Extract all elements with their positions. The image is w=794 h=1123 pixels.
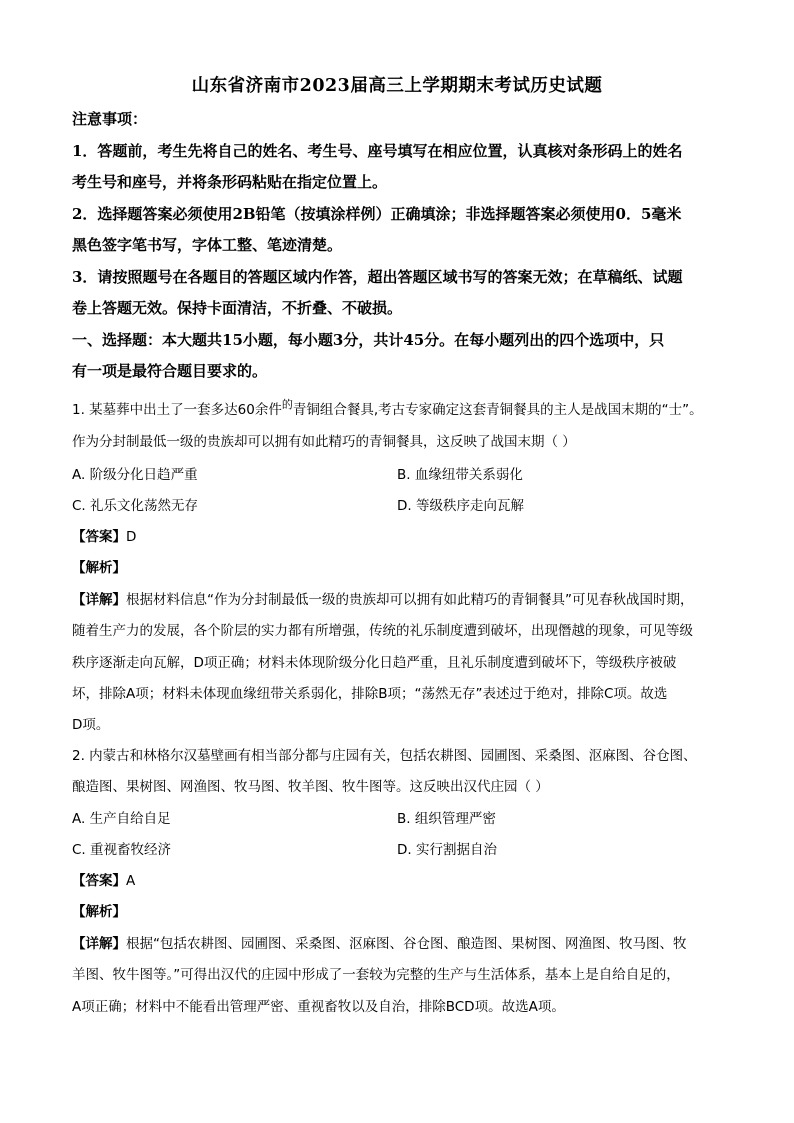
q2-detail-text-1: 根据“包括农耕图、园圃图、采桑图、沤麻图、谷仓图、酿造图、果树图、网渔图、牧马图、牧 xyxy=(126,936,687,952)
q1-detail-line-4: 坏，排除A项；材料未体现血缘纽带关系弱化，排除B项；“荡然无存”表述过于绝对，排除C项。故选 xyxy=(72,686,668,702)
q1-option-b: B. 血缘纽带关系弱化 xyxy=(397,467,523,483)
notice-item-1-line-2: 考生号和座号，并将条形码粘贴在指定位置上。 xyxy=(72,173,388,191)
q2-detail-tag: 【详解】 xyxy=(72,936,126,952)
q2-detail-line-2: 羊图、牧牛图等。”可得出汉代的庄园中形成了一套较为完整的生产与生活体系，基本上是自给自足的， xyxy=(72,967,680,983)
q1-stem-line-2: 作为分封制最低一级的贵族却可以拥有如此精巧的青铜餐具，这反映了战国末期（ ） xyxy=(72,434,576,450)
notice-item-2-line-2: 黑色签字笔书写，字体工整、笔迹清楚。 xyxy=(72,236,343,254)
q2-detail-line-1 xyxy=(72,932,732,952)
q1-option-a: A. 阶级分化日趋严重 xyxy=(72,467,198,483)
q2-stem-line-2: 酿造图、果树图、网渔图、牧马图、牧羊图、牧牛图等。这反映出汉代庄园（ ） xyxy=(72,779,549,795)
q2-answer-value: A xyxy=(126,873,136,889)
q1-detail-line-3: 秩序逐渐走向瓦解，D项正确；材料未体现阶级分化日趋严重，且礼乐制度遭到破坏下，等级秩序被破 xyxy=(72,655,677,671)
q1-analysis-tag: 【解析】 xyxy=(72,560,126,576)
q1-answer-tag: 【答案】 xyxy=(72,529,126,545)
section-heading-line-1: 一、选择题：本大题共15小题，每小题3分，共计45分。在每小题列出的四个选项中，只 xyxy=(72,331,665,349)
section-heading-line-2: 有一项是最符合题目要求的。 xyxy=(72,362,268,380)
q1-answer-value: D xyxy=(126,529,137,545)
q1-detail-text-1: 根据材料信息“作为分封制最低一级的贵族却可以拥有如此精巧的青铜餐具”可见春秋战国时期， xyxy=(126,592,694,608)
notice-heading: 注意事项： xyxy=(72,110,148,128)
q2-option-b: B. 组织管理严密 xyxy=(397,811,496,827)
q2-detail-line-3: A项正确；材料中不能看出管理严密、重视畜牧以及自治，排除BCD项。故选A项。 xyxy=(72,999,565,1015)
q2-option-d: D. 实行割据自治 xyxy=(397,842,497,858)
q1-detail-line-1 xyxy=(72,588,732,608)
q2-option-c: C. 重视畜牧经济 xyxy=(72,842,172,858)
q1-stem-part-b: 青铜组合餐具,考古专家确定这套青铜餐具的主人是战国末期的“士”。 xyxy=(292,402,703,418)
q1-stem-line-1 xyxy=(72,398,732,418)
q1-answer-line xyxy=(72,525,732,545)
q2-answer-line xyxy=(72,869,732,889)
q1-stem-part-a: 1. 某墓葬中出土了一套多达60余件 xyxy=(72,402,282,418)
notice-item-2-line-1: 2．选择题答案必须使用2B铅笔（按填涂样例）正确填涂；非选择题答案必须使用0．5毫米 xyxy=(72,205,682,223)
q2-option-a: A. 生产自给自足 xyxy=(72,811,171,827)
notice-item-3-line-1: 3．请按照题号在各题目的答题区域内作答，超出答题区域书写的答案无效；在草稿纸、试题 xyxy=(72,268,683,286)
q2-analysis-tag: 【解析】 xyxy=(72,904,126,920)
q1-stem-superscript: 的 xyxy=(281,398,293,411)
page-title: 山东省济南市2023届高三上学期期末考试历史试题 xyxy=(191,76,603,96)
notice-item-3-line-2: 卷上答题无效。保持卡面清洁，不折叠、不破损。 xyxy=(72,299,403,317)
q2-answer-tag: 【答案】 xyxy=(72,873,126,889)
q1-option-d: D. 等级秩序走向瓦解 xyxy=(397,498,524,514)
q2-stem-line-1: 2. 内蒙古和林格尔汉墓壁画有相当部分都与庄园有关，包括农耕图、园圃图、采桑图、沤麻图、谷仓图、 xyxy=(72,748,697,764)
q1-detail-tag: 【详解】 xyxy=(72,592,126,608)
q1-detail-line-5: D项。 xyxy=(72,717,110,733)
notice-item-1-line-1: 1．答题前，考生先将自己的姓名、考生号、座号填写在相应位置，认真核对条形码上的姓名 xyxy=(72,142,683,160)
q1-option-c: C. 礼乐文化荡然无存 xyxy=(72,498,199,514)
q1-detail-line-2: 随着生产力的发展，各个阶层的实力都有所增强，传统的礼乐制度遭到破坏，出现僭越的现象，可见等级 xyxy=(72,623,693,639)
